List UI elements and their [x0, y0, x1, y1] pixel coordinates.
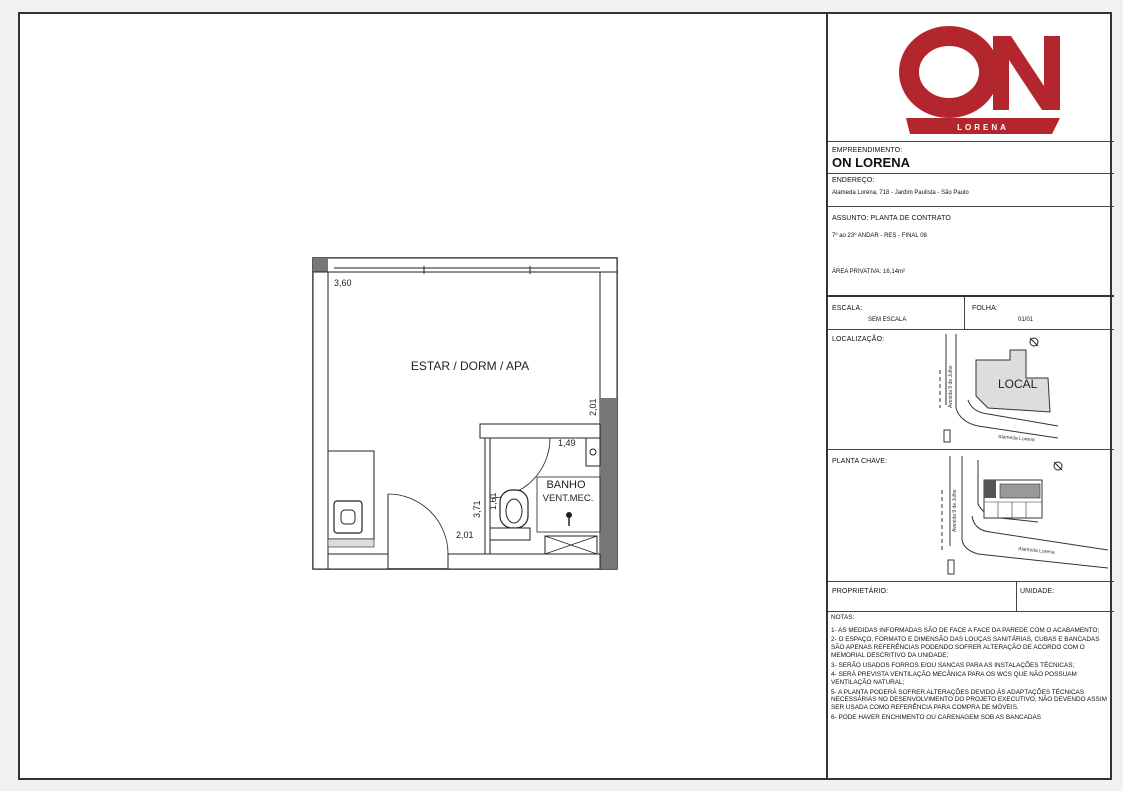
dim-bath-height: 3,71: [472, 500, 482, 518]
room-main-label: ESTAR / DORM / APA: [410, 359, 530, 373]
endereco-cell: [828, 174, 1114, 207]
folha-value: 01/01: [1018, 317, 1034, 323]
note-item-2: 2- O ESPAÇO, FORMATO E DIMENSÃO DAS LOUÇAS SANITÁRIAS, CUBAS E BANCADAS SÃO APENAS REFERÊNCIAS PODENDO SOFRER ALTERAÇÃO DE ACORDO COM O MEMORIAL DESCRITIVO DA UNIDADE;: [831, 636, 1100, 659]
street-b-label: Avenida 9 de Julho: [948, 365, 954, 408]
on-lorena-logo: [828, 14, 1114, 142]
location-map: [828, 330, 1114, 450]
assunto-cell: [828, 207, 1114, 297]
escala-value: SEM ESCALA: [868, 317, 907, 323]
dim-right: 2,01: [588, 398, 598, 416]
dim-bottom: 2,01: [456, 530, 474, 540]
escala-folha-cell: [828, 297, 1114, 330]
area-text: ÁREA PRIVATIVA: 16,14m²: [832, 269, 906, 275]
title-block: [826, 14, 1114, 778]
dim-bath-inner: 1,61: [488, 492, 498, 510]
local-tag: LOCAL: [998, 377, 1038, 391]
localizacao-label: LOCALIZAÇÃO:: [832, 336, 885, 343]
drawing-sheet: [18, 12, 1112, 780]
escala-label: ESCALA:: [832, 305, 863, 312]
floor-plan: [20, 14, 826, 778]
note-item-4: 4- SERÁ PREVISTA VENTILAÇÃO MECÂNICA PARA OS WCS QUE NÃO POSSUAM VENTILAÇÃO NATURAL;: [831, 671, 1077, 686]
notes-list: [831, 614, 1111, 723]
empreendimento-cell: [828, 142, 1114, 174]
notes-cell: [828, 612, 1114, 778]
key-street-a-label: Alameda Lorena: [1017, 546, 1055, 556]
room-bath-label: BANHO: [546, 479, 586, 491]
proprietario-label: PROPRIETÁRIO:: [832, 588, 889, 595]
note-item-6: 6- PODE HAVER ENCHIMENTO OU CARENAGEM SOB AS BANCADAS: [831, 713, 1041, 721]
note-item-1: 1- AS MEDIDAS INFORMADAS SÃO DE FACE A FACE DA PAREDE COM O ACABAMENTO;: [831, 626, 1100, 634]
andar-text: 7º ao 23º ANDAR - RES - FINAL 08: [832, 233, 927, 239]
dim-width: 3,60: [334, 278, 352, 288]
proprietario-cell: [828, 582, 1114, 612]
floor-plan-area: [20, 14, 826, 778]
localizacao-cell: [828, 330, 1114, 450]
street-a-label: Alameda Lorena: [997, 434, 1035, 444]
planta-chave-label: PLANTA CHAVE:: [832, 458, 888, 465]
logo-sub: LORENA: [957, 123, 1009, 132]
folha-label: FOLHA:: [972, 305, 998, 312]
note-item-3: 3- SERÃO USADOS FORROS E/OU SANCAS PARA AS INSTALAÇÕES TÉCNICAS;: [831, 661, 1075, 669]
planta-chave-cell: [828, 450, 1114, 582]
unidade-label: UNIDADE:: [1020, 588, 1055, 595]
empreendimento-value: ON LORENA: [832, 155, 910, 170]
dim-bath-width: 1,49: [558, 438, 576, 448]
logo-cell: [828, 14, 1114, 142]
key-plan-map: [828, 450, 1114, 582]
endereco-label: ENDEREÇO:: [832, 177, 875, 184]
key-street-b-label: Avenida 9 de Julho: [952, 489, 958, 532]
empreendimento-label: EMPREENDIMENTO:: [832, 147, 903, 154]
note-item-5: 5- A PLANTA PODERÁ SOFRER ALTERAÇÕES DEVIDO ÀS ADAPTAÇÕES TÉCNICAS NECESSÁRIAS NO DESENVOLVIMENTO DO PROJETO EXECUTIVO, NÃO DEVENDO ASSIM SER USADA COMO REFERÊNCIA PARA COMPRA DE MÓVEIS.: [831, 688, 1107, 712]
endereco-value: Alameda Lorena, 718 - Jardim Paulista - São Paulo: [832, 190, 969, 196]
assunto-text: ASSUNTO: PLANTA DE CONTRATO: [832, 215, 951, 222]
notes-title: NOTAS:: [831, 614, 855, 621]
vent-label: VENT.MEC.: [542, 493, 594, 504]
